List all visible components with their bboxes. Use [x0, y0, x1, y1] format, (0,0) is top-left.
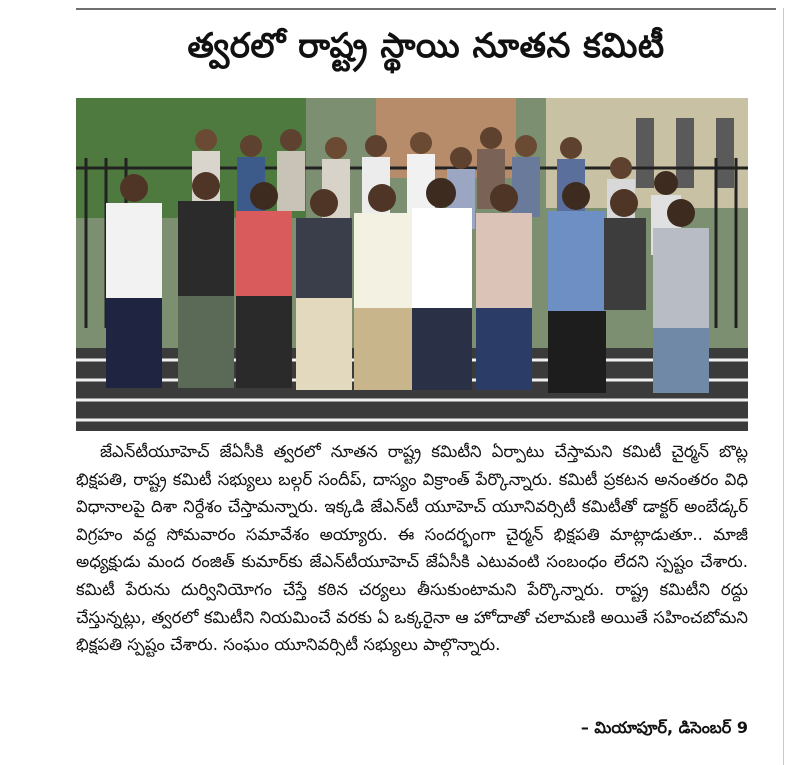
group-photo — [76, 98, 748, 431]
headline: త్వరలో రాష్ట్ర స్థాయి నూతన కమిటీ — [187, 26, 665, 66]
dateline: – మియాపూర్‌, డిసెంబర్‌ 9 — [580, 718, 748, 737]
top-rule — [76, 8, 776, 10]
article-paragraph: జేఎన్‌టీయూహెచ్‌ జేఏసీకి త్వరలో నూతన రాష్ట్ర కమిటీని ఏర్పాటు చేస్తామని కమిటీ చైర్మన్‌ బొట్ల భిక్షపతి, రాష్ట్ర కమిటీ సభ్యులు బల్గర్‌ సందీప్‌, దాస్యం విక్రాంత్‌ పేర్కొన్నారు. కమిటీ ప్రకటన అనంతరం విధి విధానాలపై దిశా నిర్దేశం చేస్తామన్నారు. ఇక్కడి జేఎన్‌టీ యూహెచ్‌ యూనివర్సిటీ కమిటీతో డాక్టర్‌ అంబేడ్కర్‌ విగ్రహం వద్ద సోమవారం సమావేశం అయ్యారు. ఈ సందర్భంగా చైర్మన్‌ భిక్షపతి మాట్లాడుతూ.. మాజీ అధ్యక్షుడు మంద రంజిత్‌ కుమార్‌కు జేఎన్‌టీయూహెచ్‌ జేఏసీకి ఎటువంటి సంబంధం లేదని స్పష్టం చేశారు. కమిటీ పేరును దుర్వినియోగం చేస్తే కఠిన చర్యలు తీసుకుంటామని పేర్కొన్నారు. రాష్ట్ర కమిటీని రద్దు చేస్తున్నట్లు, త్వరలో కమిటీని నియమించే వరకు ఏ ఒక్కరైనా ఆ హోదాతో చలామణి అయితే సహించబోమని భిక్షపతి స్పష్టం చేశారు. సంఘం యూనివర్సిటీ సభ్యులు పాల్గొన్నారు. — [76, 442, 748, 655]
column-divider — [783, 8, 784, 765]
article-body — [76, 438, 748, 659]
group-photo-illustration — [76, 98, 748, 431]
